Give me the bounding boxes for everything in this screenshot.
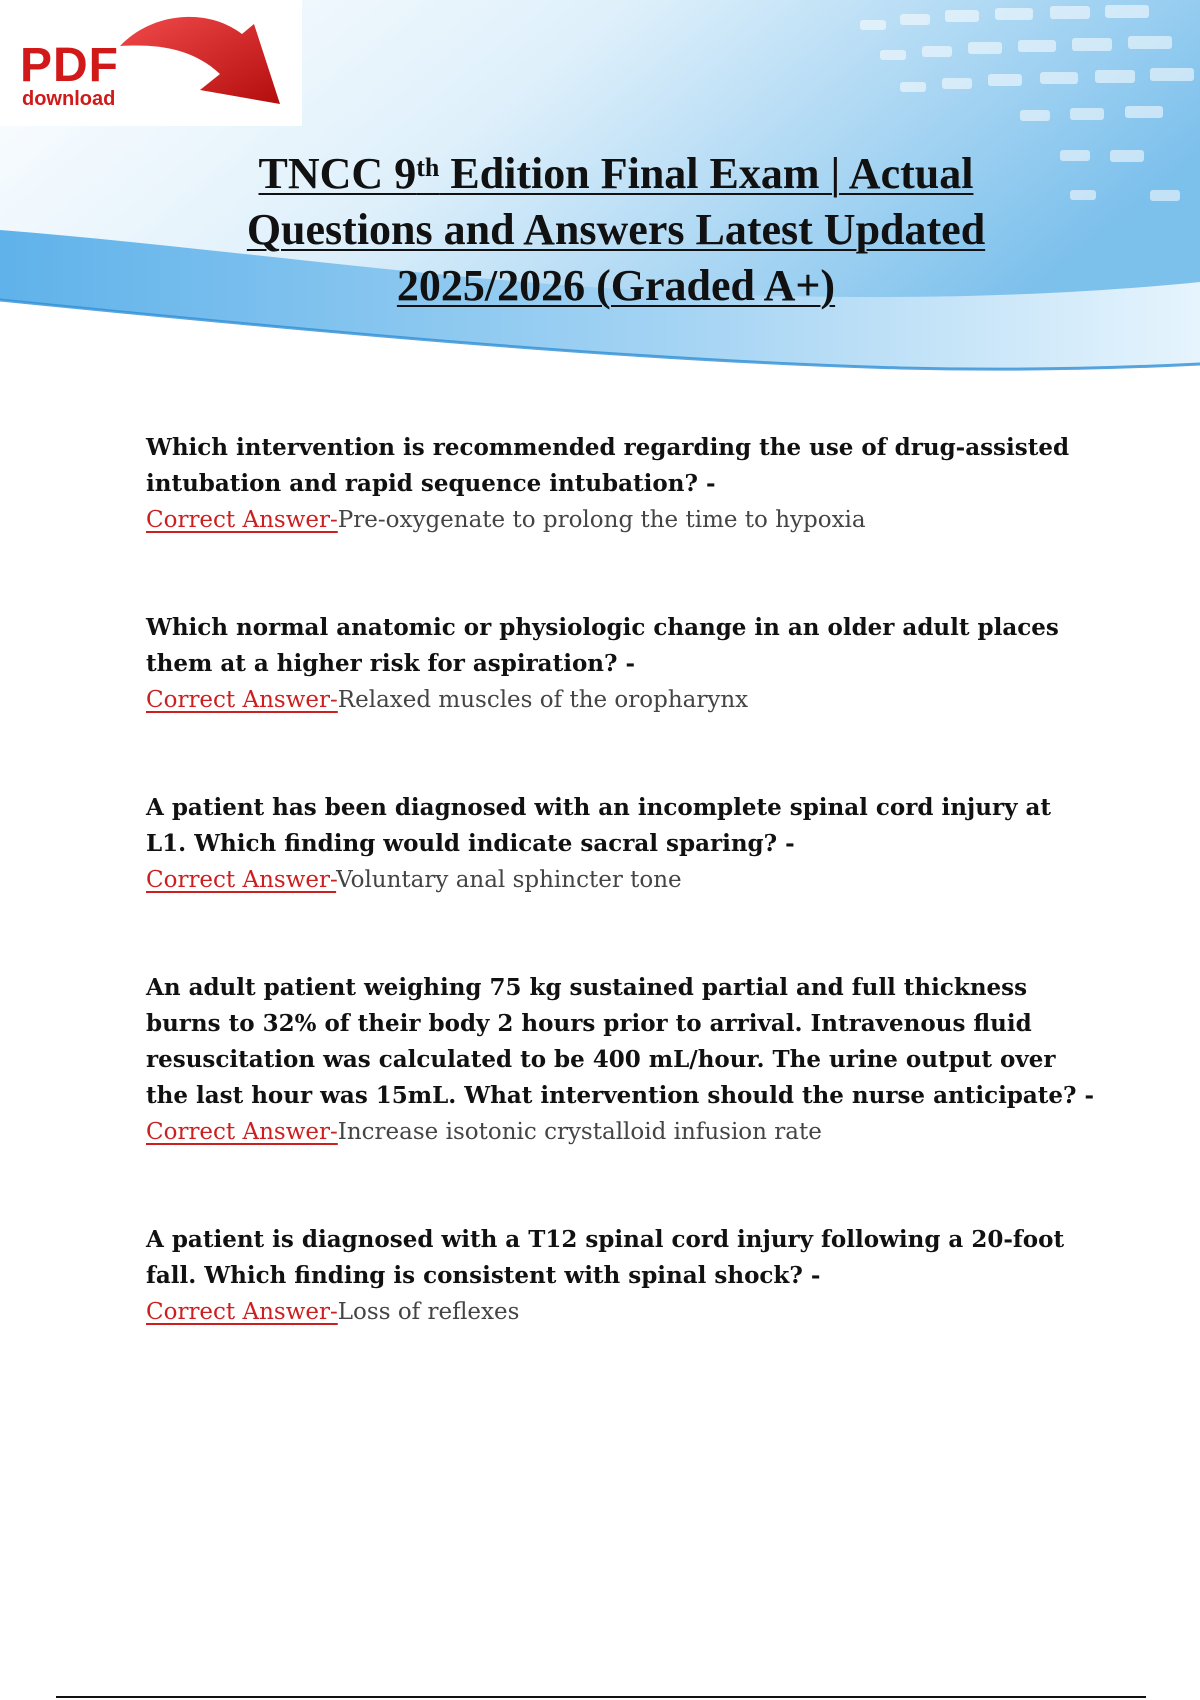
pdf-download-logo xyxy=(0,0,302,126)
answer-text: Increase isotonic crystalloid infusion rate xyxy=(337,1119,822,1145)
answer-text: Voluntary anal sphincter tone xyxy=(336,867,682,893)
answer-line xyxy=(146,502,1096,538)
qa-item xyxy=(146,1222,1096,1330)
answer-line xyxy=(146,1114,1096,1150)
answer-line xyxy=(146,682,1096,718)
page-header xyxy=(0,0,1200,390)
correct-answer-label: Correct Answer- xyxy=(146,687,338,713)
question-text: A patient is diagnosed with a T12 spinal cord injury following a 20-foot fall. Which finding is consistent with spinal shock? - xyxy=(146,1226,1065,1289)
answer-line xyxy=(146,1294,1096,1330)
answer-text: Relaxed muscles of the oropharynx xyxy=(337,687,749,713)
correct-answer-label: Correct Answer- xyxy=(146,1299,338,1325)
answer-text: Loss of reflexes xyxy=(337,1299,520,1325)
answer-text: Pre-oxygenate to prolong the time to hypoxia xyxy=(337,507,866,533)
question-text: An adult patient weighing 75 kg sustained partial and full thickness burns to 32% of their body 2 hours prior to arrival. Intravenous fluid resuscitation was calculated to be 400 mL/hour. The urine output over the last hour was 15mL. What intervention should the nurse anticipate? - xyxy=(146,974,1095,1109)
title-superscript: th xyxy=(416,153,440,182)
qa-item xyxy=(146,790,1096,898)
title-part-1: TNCC 9 xyxy=(258,149,417,198)
qa-item xyxy=(146,430,1096,538)
footer-divider xyxy=(56,1696,1146,1698)
question-text: A patient has been diagnosed with an incomplete spinal cord injury at L1. Which finding would indicate sacral sparing? - xyxy=(146,794,1051,857)
correct-answer-label: Correct Answer- xyxy=(146,1119,338,1145)
logo-pdf-text: PDF xyxy=(20,39,119,92)
logo-download-text: download xyxy=(22,88,116,110)
title-part-2: Edition Final Exam | Actual Questions and Answers Latest Updated 2025/2026 (Graded A+) xyxy=(246,149,986,310)
download-arrow-icon xyxy=(120,4,300,116)
qa-item xyxy=(146,970,1096,1150)
page-title xyxy=(190,146,1042,314)
question-text: Which normal anatomic or physiologic change in an older adult places them at a higher risk for aspiration? - xyxy=(146,614,1059,677)
correct-answer-label: Correct Answer- xyxy=(146,867,337,893)
qa-item xyxy=(146,610,1096,718)
answer-line xyxy=(146,862,1096,898)
correct-answer-label: Correct Answer- xyxy=(146,507,338,533)
question-text: Which intervention is recommended regarding the use of drug-assisted intubation and rapid sequence intubation? - xyxy=(146,434,1070,497)
